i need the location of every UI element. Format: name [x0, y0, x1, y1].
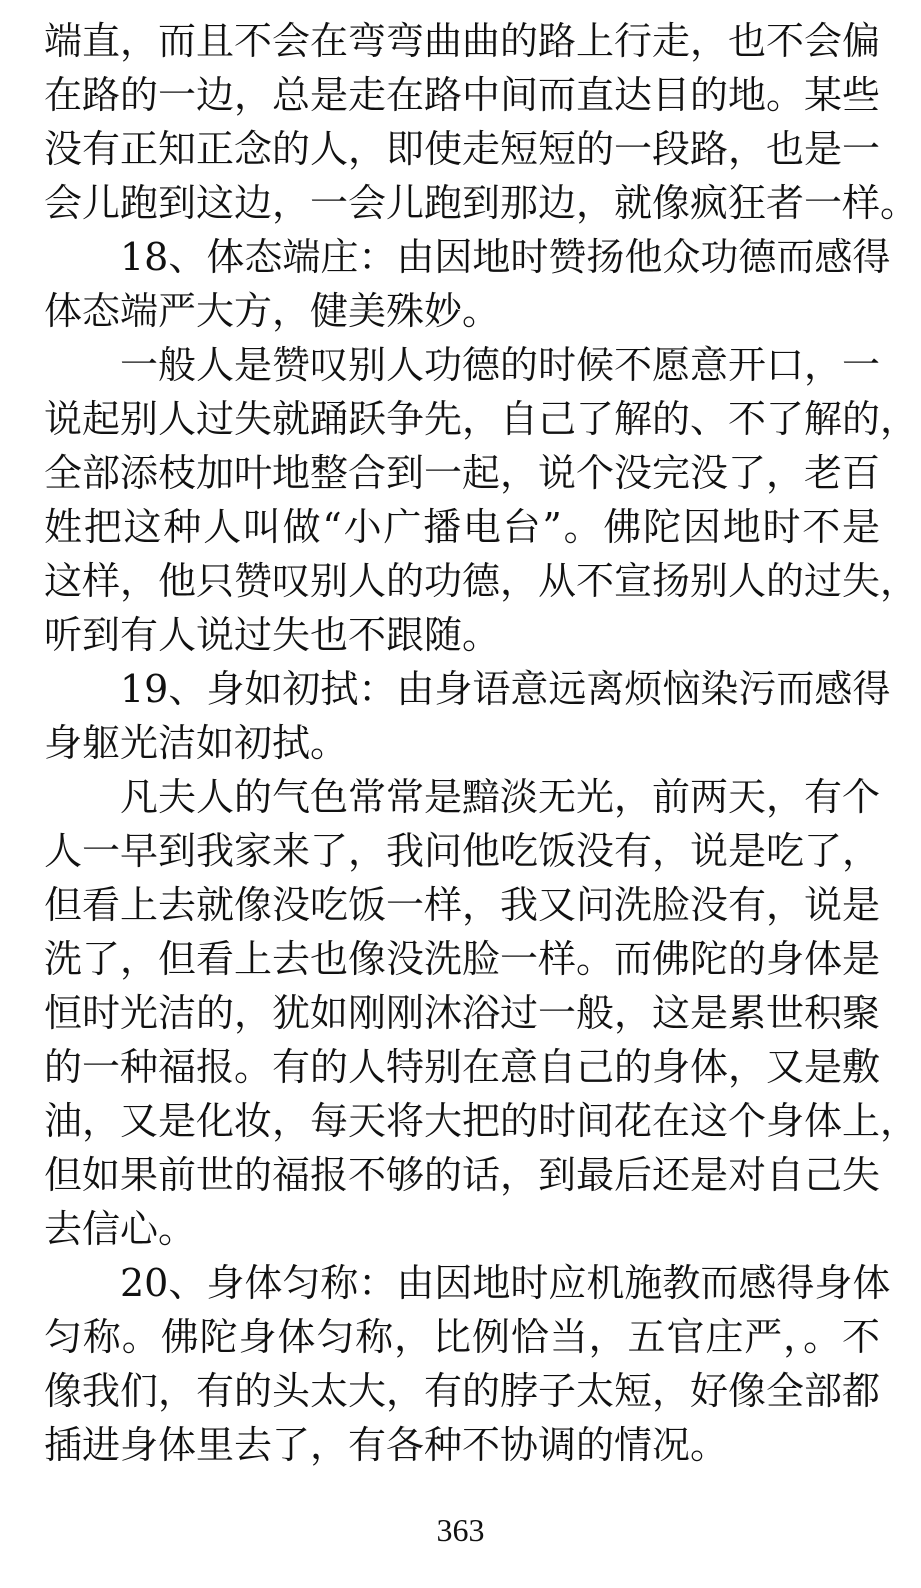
text-line: 凡夫人的气色常常是黯淡无光，前两天，有个: [120, 775, 881, 819]
text-line: 油，又是化妆，每天将大把的时间花在这个身体上，: [44, 1099, 919, 1143]
text-line: 但如果前世的福报不够的话，到最后还是对自己失: [44, 1153, 881, 1197]
text-line: 去信心。: [44, 1207, 197, 1251]
text-line: 身躯光洁如初拭。: [44, 721, 349, 765]
text-line: 插进身体里去了，有各种不协调的情况。: [44, 1423, 729, 1467]
text-line: 恒时光洁的，犹如刚刚沐浴过一般，这是累世积聚: [44, 991, 881, 1035]
section-heading-18: 18、体态端庄：由因地时赞扬他众功德而感得: [120, 235, 891, 279]
text-line: 会儿跑到这边，一会儿跑到那边，就像疯狂者一样。: [44, 181, 919, 225]
text-line: 听到有人说过失也不跟随。: [44, 613, 501, 657]
text-line: 全部添枝加叶地整合到一起，说个没完没了，老百: [44, 451, 881, 495]
section-heading-20: 20、身体匀称：由因地时应机施教而感得身体: [120, 1261, 891, 1305]
text-line: 体态端严大方，健美殊妙。: [44, 289, 501, 333]
section-heading-19: 19、身如初拭：由身语意远离烦恼染污而感得: [120, 667, 891, 711]
text-line: 这样，他只赞叹别人的功德，从不宣扬别人的过失，: [44, 559, 919, 603]
text-line: 端直，而且不会在弯弯曲曲的路上行走，也不会偏: [44, 19, 881, 63]
text-line: 人一早到我家来了，我问他吃饭没有，说是吃了，: [44, 829, 881, 873]
text-line: 说起别人过失就踊跃争先，自己了解的、不了解的，: [44, 397, 919, 441]
text-line: 姓把这种人叫做“小广播电台”。佛陀因地时不是: [44, 505, 880, 549]
text-line: 洗了，但看上去也像没洗脸一样。而佛陀的身体是: [44, 937, 881, 981]
text-line: 一般人是赞叹别人功德的时候不愿意开口，一: [120, 343, 881, 387]
page-number: 363: [436, 1512, 485, 1548]
text-line: 像我们，有的头太大，有的脖子太短，好像全部都: [44, 1369, 881, 1413]
text-line: 没有正知正念的人，即使走短短的一段路，也是一: [44, 127, 881, 171]
text-line: 匀称。佛陀身体匀称，比例恰当，五官庄严，。不: [44, 1315, 880, 1359]
text-line: 的一种福报。有的人特别在意自己的身体，又是敷: [44, 1045, 881, 1089]
text-line: 但看上去就像没吃饭一样，我又问洗脸没有，说是: [44, 883, 881, 927]
text-line: 在路的一边，总是走在路中间而直达目的地。某些: [44, 73, 881, 117]
page-body: [44, 14, 919, 1472]
